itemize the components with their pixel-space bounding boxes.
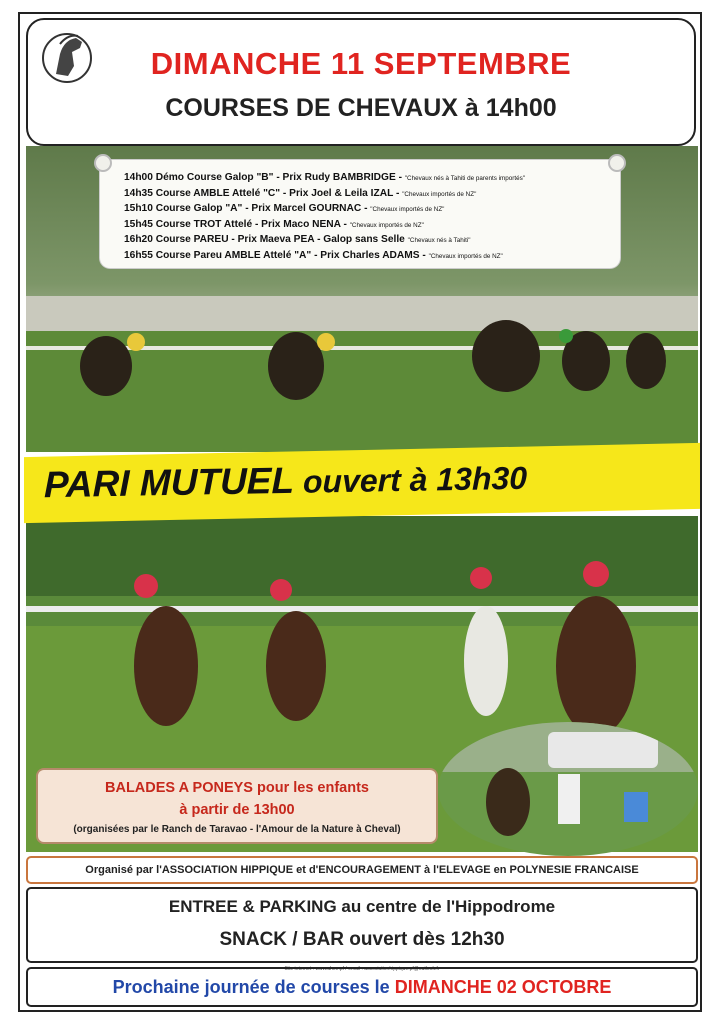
programme-note: "Chevaux importés de NZ" — [370, 206, 445, 213]
practical-info-box — [26, 887, 698, 963]
next-race-label: Prochaine journée de courses le — [112, 977, 395, 997]
entry-parking-text: ENTREE & PARKING au centre de l'Hippodrome — [168, 897, 556, 916]
pony-rides-box — [36, 768, 438, 844]
pony-rides-time: à partir de 13h00 — [179, 802, 295, 818]
organiser-line: Organisé par l'ASSOCIATION HIPPIQUE et d'ENCOURAGEMENT à l'ELEVAGE en POLYNESIE FRANCAISE — [26, 856, 698, 884]
next-race-date: DIMANCHE 02 OCTOBRE — [394, 977, 612, 997]
programme-main: 14h35 Course AMBLE Attelé "C" - Prix Joel & Leila IZAL - — [124, 187, 403, 199]
event-subtitle: COURSES DE CHEVAUX à 14h00 — [165, 94, 557, 122]
programme-line — [124, 188, 525, 204]
race-programme-list — [124, 172, 525, 265]
programme-note: "Chevaux importés de NZ" — [349, 221, 424, 229]
pari-mutuel-label: PARI MUTUEL — [44, 459, 295, 506]
programme-line — [124, 172, 525, 188]
pari-mutuel-text — [44, 456, 527, 506]
programme-note: "Chevaux importés de NZ" — [402, 190, 477, 198]
pony-rides-title: BALADES A PONEYS pour les enfants — [105, 780, 369, 796]
snack-bar-text: SNACK / BAR ouvert dès 12h30 — [219, 929, 505, 950]
programme-main: 14h00 Démo Course Galop "B" - Prix Rudy BAMBRIDGE - — [124, 172, 405, 183]
next-race-day — [26, 967, 698, 1007]
programme-line — [124, 234, 525, 250]
poster-header — [26, 18, 696, 146]
programme-note: "Chevaux importés de NZ" — [428, 252, 503, 260]
pony-ride-photo — [438, 722, 698, 856]
programme-main: 16h20 Course PAREU - Prix Maeva PEA - Galop sans Selle — [124, 234, 408, 245]
programme-line — [124, 203, 525, 219]
programme-main: 15h45 Course TROT Attelé - Prix Maco NENA - — [124, 218, 350, 230]
programme-line — [124, 219, 525, 235]
race-programme-scroll — [100, 160, 620, 268]
programme-note: "Chevaux nés à Tahiti" — [407, 237, 471, 244]
programme-line — [124, 250, 525, 266]
pony-rides-organiser: (organisées par le Ranch de Taravao - l'Amour de la Nature à Cheval) — [73, 824, 401, 835]
programme-main: 15h10 Course Galop "A" - Prix Marcel GOURNAC - — [124, 203, 371, 214]
contact-line: Site internet : www.ahee.pf / email : associationhippique.pf@outlook.fr — [284, 966, 440, 972]
programme-main: 16h55 Course Pareu AMBLE Attelé "A" - Prix Charles ADAMS - — [124, 249, 429, 261]
event-date: DIMANCHE 11 SEPTEMBRE — [150, 46, 572, 81]
pari-mutuel-time: ouvert à 13h30 — [294, 459, 528, 500]
programme-note: "Chevaux nés à Tahiti de parents importés" — [404, 175, 526, 182]
